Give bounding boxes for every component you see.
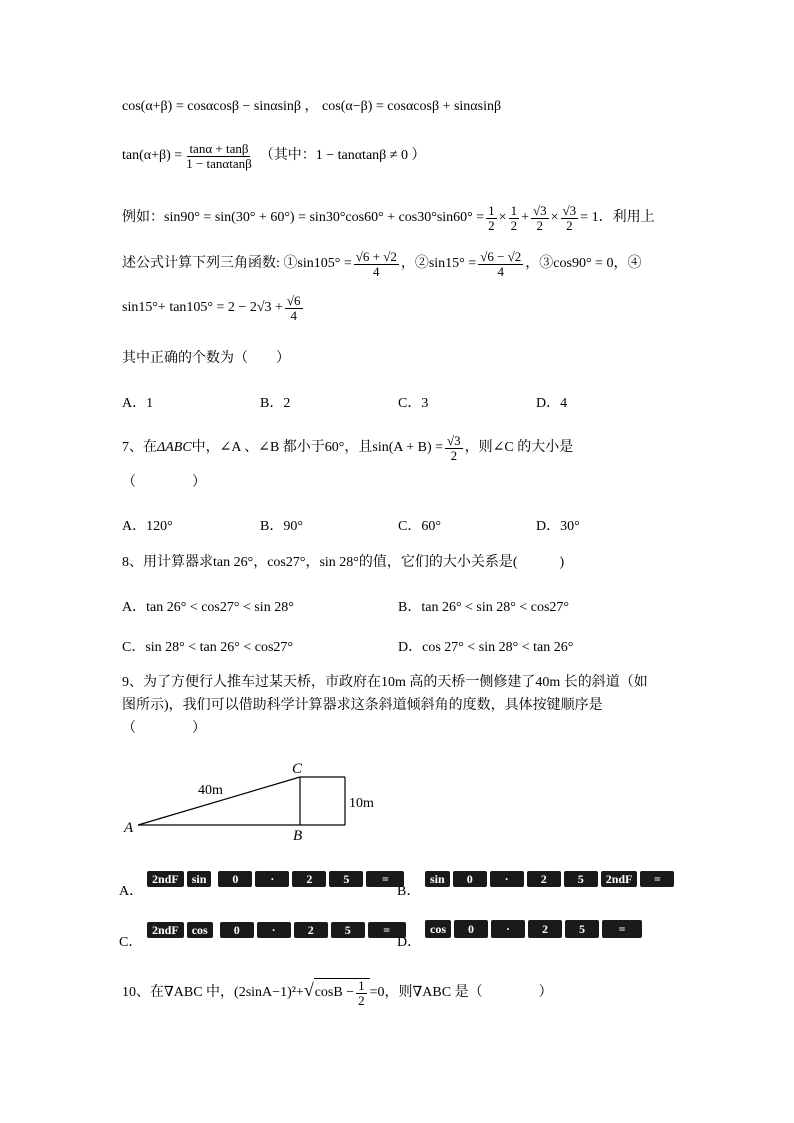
q8-option-a[interactable]: A．tan 26° < cos27° < sin 28°: [122, 600, 294, 615]
fraction: [285, 294, 303, 322]
ramp-diagram: [120, 760, 390, 845]
sqrt-radicand: [314, 978, 370, 1007]
cos-sum-formula: cos(α+β) = cosαcosβ − sinαsinβ: [122, 99, 302, 114]
q8-option-b[interactable]: B．tan 26° < sin 28° < cos27°: [398, 600, 570, 615]
q6-option-c[interactable]: C．3: [398, 396, 429, 411]
numerator: √6: [286, 293, 301, 308]
key-5: 5: [564, 871, 598, 887]
key-5: 5: [329, 871, 363, 887]
item-4-text: sin15°+ tan105° = 2 − 2√3 +: [122, 300, 283, 316]
q9-option-d-label[interactable]: D．: [397, 935, 422, 950]
q9-option-a-label[interactable]: A．: [119, 884, 144, 899]
denominator: 2: [488, 217, 495, 233]
example-line-1: [122, 204, 655, 232]
example-suffix: ．利用上: [598, 210, 655, 226]
key-2: 2: [292, 871, 326, 887]
key-5: 5: [331, 922, 365, 938]
q7-question: [122, 434, 573, 462]
q10-sqrt: [304, 978, 370, 1007]
denominator: 2: [510, 217, 518, 233]
key-0: 0: [453, 871, 487, 887]
q6-option-a[interactable]: A．1: [122, 396, 154, 411]
numerator: 1: [488, 203, 495, 218]
fraction: [509, 204, 520, 232]
cos-diff-formula: cos(α−β) = cosαcosβ + sinαsinβ: [322, 99, 502, 114]
tan-numerator: tanα + tanβ: [189, 141, 249, 156]
label-b: B: [293, 828, 303, 844]
example-line-2: [122, 250, 641, 278]
key-equals: =: [640, 871, 674, 887]
equals-one: = 1: [580, 210, 599, 226]
item-1-text: 述公式计算下列三角函数: ①sin105° =: [122, 256, 352, 272]
q9-option-b-keys[interactable]: [425, 871, 677, 887]
example-prefix: 例如：: [122, 210, 164, 226]
plus-sign: +: [521, 210, 529, 226]
q7-option-a[interactable]: A．120°: [122, 519, 173, 534]
label-40m: 40m: [198, 783, 223, 798]
tan-denominator: 1 − tanαtanβ: [186, 155, 252, 171]
denominator: 2: [566, 217, 573, 233]
fraction: [561, 204, 579, 232]
label-a: A: [124, 820, 134, 836]
key-sin: sin: [425, 871, 450, 887]
formula-line-cos: [122, 100, 501, 114]
q7-answer-paren: （ ）: [122, 475, 206, 490]
fraction: [354, 250, 399, 278]
key-2: 2: [294, 922, 328, 938]
formula-line-tan: [122, 142, 425, 170]
example-line-3: [122, 294, 305, 322]
denominator: 4: [497, 263, 504, 279]
key-dot: ·: [490, 871, 524, 887]
q9-question-line-2: 图所示)，我们可以借助科学计算器求这条斜道倾斜角的度数，具体按键顺序是: [122, 698, 603, 713]
q10-ask: =0，则∇ABC 是（ ）: [369, 984, 553, 1000]
radicand-text: cosB −: [314, 985, 355, 1001]
key-sin: sin: [187, 871, 212, 887]
q9-question-line-1: 9、为了方便行人推车过某天桥，市政府在10m 高的天桥一侧修建了40m 长的斜道（如: [122, 675, 648, 690]
denominator: 2: [450, 447, 458, 463]
numerator: √6 − √2: [480, 249, 522, 264]
q9-option-a-keys[interactable]: [147, 871, 407, 887]
q7-option-d[interactable]: D．30°: [536, 519, 580, 534]
denominator: 4: [373, 263, 380, 279]
fraction: [486, 204, 497, 232]
q9-option-d-keys[interactable]: [425, 920, 645, 938]
numerator: √6 + √2: [355, 249, 397, 264]
q8-question: 8、用计算器求tan 26°，cos27°，sin 28°的值，它们的大小关系是( ): [122, 555, 565, 570]
q10-prefix: 10、在∇ABC 中，(2sinA−1)²+: [122, 984, 304, 1000]
q7-triangle: ΔABC: [157, 440, 192, 456]
q9-option-c-label[interactable]: C．: [119, 935, 143, 950]
key-2: 2: [528, 920, 562, 938]
q7-option-c[interactable]: C．60°: [398, 519, 441, 534]
q9-option-c-keys[interactable]: [147, 922, 409, 938]
numerator: 1: [358, 978, 365, 993]
q6-option-b[interactable]: B．2: [260, 396, 291, 411]
times-sign: ×: [550, 210, 559, 226]
key-0: 0: [454, 920, 488, 938]
denominator: 2: [536, 217, 544, 233]
numerator: √3: [447, 433, 461, 448]
key-dot: ·: [257, 922, 291, 938]
label-10m: 10m: [349, 796, 374, 811]
key-equals: =: [366, 871, 404, 887]
q8-option-d[interactable]: D．cos 27° < sin 28° < tan 26°: [398, 640, 574, 655]
key-2: 2: [527, 871, 561, 887]
key-2ndf: 2ndF: [601, 871, 638, 887]
label-c: C: [292, 761, 303, 777]
key-cos: cos: [187, 922, 213, 938]
tan-sum-fraction: [184, 142, 254, 170]
numerator: √3: [562, 203, 577, 218]
fraction: [356, 979, 367, 1007]
denominator: 2: [358, 992, 365, 1008]
q7-prefix: 7、在: [122, 440, 157, 456]
item-3-text: ，③cos90° = 0，④: [525, 256, 642, 272]
separator: ，: [304, 99, 319, 114]
q7-ask: ，则∠C 的大小是: [464, 440, 574, 456]
numerator: 1: [510, 203, 518, 218]
times-sign: ×: [498, 210, 507, 226]
fraction: [478, 250, 523, 278]
tan-sum-lhs: tan(α+β) =: [122, 148, 183, 164]
q8-option-c[interactable]: C．sin 28° < tan 26° < cos27°: [122, 640, 294, 655]
q6-option-d[interactable]: D．4: [536, 396, 568, 411]
tan-condition-note: （其中：1 − tanαtanβ ≠ 0 ）: [259, 148, 426, 164]
fraction: [531, 204, 549, 232]
key-2ndf: 2ndF: [147, 871, 184, 887]
key-0: 0: [218, 871, 252, 887]
numerator: √3: [532, 203, 547, 218]
key-dot: ·: [491, 920, 525, 938]
q6-question: 其中正确的个数为（ ）: [122, 351, 290, 366]
q9-option-b-label[interactable]: B．: [397, 884, 421, 899]
example-expression: sin90° = sin(30° + 60°) = sin30°cos60° + cos30°sin60° =: [164, 210, 485, 226]
sqrt-sign-icon: √: [303, 980, 314, 1001]
key-dot: ·: [255, 871, 289, 887]
q9-answer-paren: （ ）: [122, 721, 206, 736]
key-5: 5: [565, 920, 599, 938]
q7-fraction: [445, 434, 463, 462]
denominator: 4: [290, 307, 297, 323]
item-2-text: ，②sin15° =: [400, 256, 477, 272]
q7-option-b[interactable]: B．90°: [260, 519, 303, 534]
q10-question: [122, 978, 553, 1007]
key-0: 0: [220, 922, 254, 938]
key-equals: =: [368, 922, 406, 938]
key-equals: =: [602, 920, 642, 938]
q7-condition: 中，∠A 、∠B 都小于60°，且sin(A + B) =: [191, 440, 444, 456]
key-cos: cos: [425, 920, 451, 938]
key-2ndf: 2ndF: [147, 922, 184, 938]
